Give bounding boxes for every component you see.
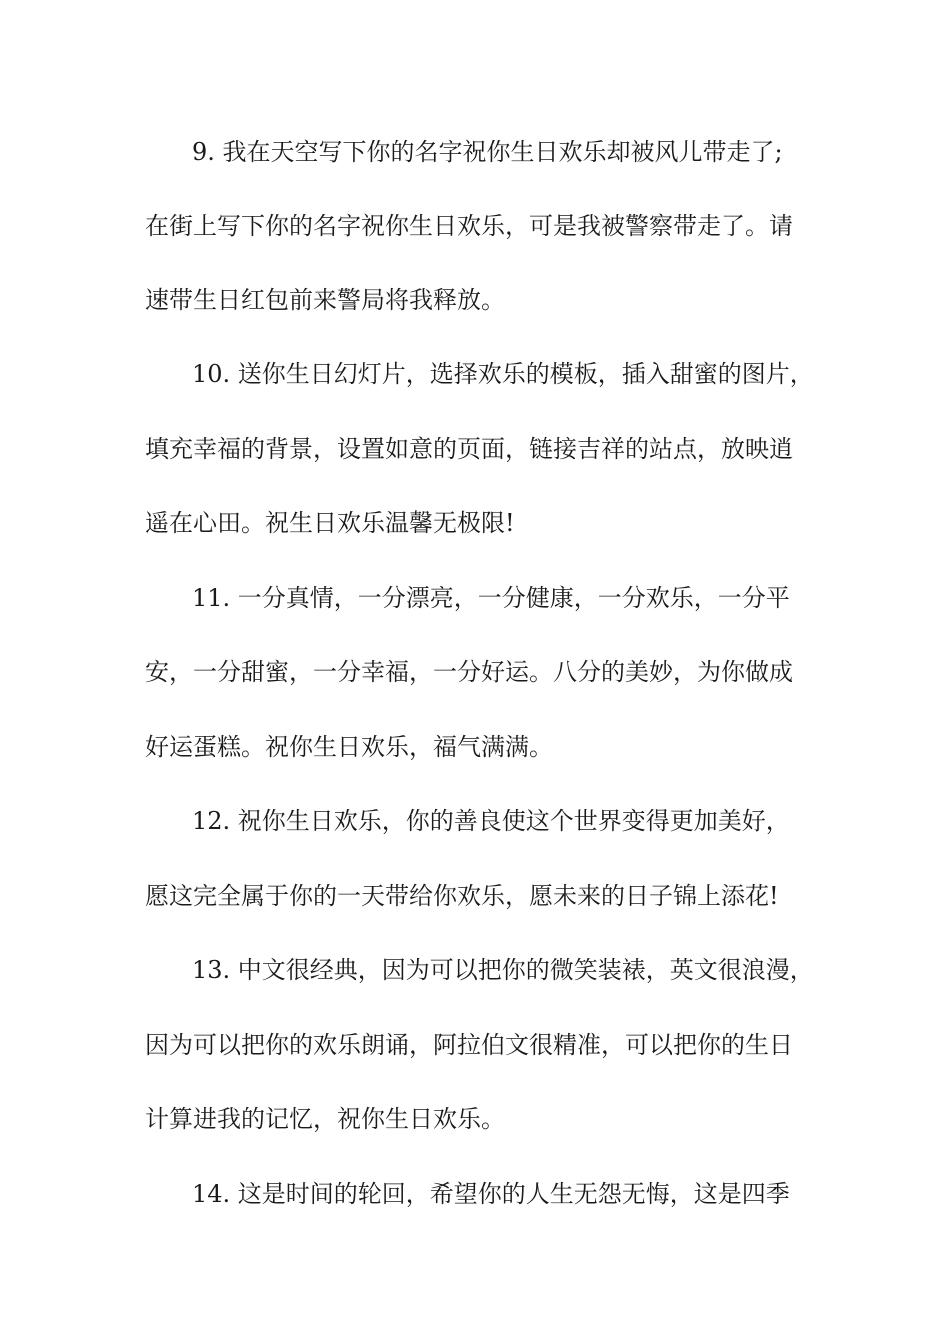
paragraph-10-line-1: 10. 送你生日幻灯片，选择欢乐的模板，插入甜蜜的图片， (192, 360, 814, 388)
paragraph-9-line-2: 在街上写下你的名字祝你生日欢乐，可是我被警察带走了。请 (145, 212, 793, 240)
paragraph-10-line-2: 填充幸福的背景，设置如意的页面，链接吉祥的站点，放映逍 (145, 435, 793, 463)
paragraph-9-line-1: 9. 我在天空写下你的名字祝你生日欢乐却被风儿带走了; (192, 138, 783, 166)
paragraph-11-line-2: 安，一分甜蜜，一分幸福，一分好运。八分的美妙，为你做成 (145, 658, 793, 686)
paragraph-10-line-3: 遥在心田。祝生日欢乐温馨无极限! (145, 509, 515, 537)
paragraph-11-line-3: 好运蛋糕。祝你生日欢乐，福气满满。 (145, 733, 553, 761)
paragraph-12-line-1: 12. 祝你生日欢乐，你的善良使这个世界变得更加美好， (192, 807, 790, 835)
paragraph-11-line-1: 11. 一分真情，一分漂亮，一分健康，一分欢乐，一分平 (192, 584, 790, 612)
paragraph-13-line-3: 计算进我的记忆，祝你生日欢乐。 (145, 1105, 505, 1133)
paragraph-13-line-1: 13. 中文很经典，因为可以把你的微笑装裱，英文很浪漫， (192, 956, 814, 984)
paragraph-12-line-2: 愿这完全属于你的一天带给你欢乐，愿未来的日子锦上添花! (145, 882, 779, 910)
paragraph-9-line-3: 速带生日红包前来警局将我释放。 (145, 286, 505, 314)
paragraph-13-line-2: 因为可以把你的欢乐朗诵，阿拉伯文很精准，可以把你的生日 (145, 1031, 793, 1059)
paragraph-14-line-1: 14. 这是时间的轮回，希望你的人生无怨无悔，这是四季 (192, 1180, 790, 1208)
